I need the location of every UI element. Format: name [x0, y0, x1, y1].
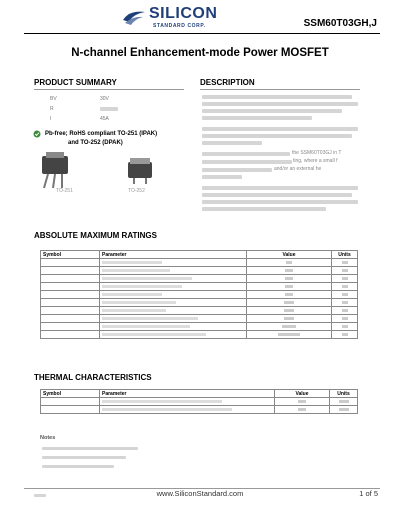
description-rule [200, 89, 360, 90]
summary-value-bv: 30V [100, 96, 109, 102]
thermal-table [40, 389, 358, 414]
col-parameter: Parameter [100, 251, 247, 259]
pkg2-label: TO-252 [128, 188, 145, 194]
part-number: SSM60T03GH,J [303, 18, 377, 29]
logo-subtitle: STANDARD CORP. [153, 23, 206, 29]
col-units: Units [332, 251, 358, 259]
header-rule [24, 33, 380, 34]
product-summary-rule [34, 89, 184, 90]
col-value: Value [275, 390, 330, 398]
table-header-row [41, 390, 358, 398]
summary-param-r: R [50, 106, 54, 112]
logo-swoosh-icon [121, 8, 147, 26]
table-row [41, 315, 358, 323]
table-row [41, 275, 358, 283]
abs-max-heading: ABSOLUTE MAXIMUM RATINGS [34, 231, 157, 240]
description-fragment-3: and/or an external he [274, 166, 322, 172]
col-parameter: Parameter [100, 390, 275, 398]
page-number: 1 of 5 [359, 489, 378, 498]
summary-value-r [100, 107, 118, 111]
pb-free-line2: and TO-252 (DPAK) [68, 140, 123, 146]
table-row [41, 291, 358, 299]
table-header-row [41, 251, 358, 259]
table-row [41, 323, 358, 331]
table-row [41, 299, 358, 307]
table-row [41, 283, 358, 291]
company-logo [121, 3, 233, 37]
page-title: N-channel Enhancement-mode Power MOSFET [71, 47, 329, 59]
summary-param-i: I [50, 116, 52, 122]
description-heading: DESCRIPTION [200, 78, 255, 87]
summary-value-i: 45A [100, 116, 109, 122]
table-row [41, 307, 358, 315]
footer-url[interactable]: www.SiliconStandard.com [156, 489, 244, 498]
table-row [41, 406, 358, 414]
col-units: Units [330, 390, 358, 398]
to251-package-icon [38, 152, 78, 190]
col-symbol: Symbol [41, 390, 100, 398]
pb-free-icon [33, 130, 41, 138]
abs-max-table [40, 250, 358, 339]
notes-heading: Notes [40, 435, 56, 441]
pkg1-label: TO-251 [56, 188, 73, 194]
thermal-heading: THERMAL CHARACTERISTICS [34, 373, 152, 382]
table-row [41, 331, 358, 339]
product-summary-heading: PRODUCT SUMMARY [34, 78, 117, 87]
to252-package-icon [124, 156, 160, 186]
table-row [41, 398, 358, 406]
col-value: Value [247, 251, 332, 259]
summary-param-bv: BV [50, 96, 57, 102]
pb-free-line1: Pb-free; RoHS compliant TO-251 (IPAK) [45, 131, 158, 137]
col-symbol: Symbol [41, 251, 100, 259]
description-fragment-2: ting, where a small f [293, 158, 338, 164]
description-fragment-1: the SSM60T03GJ in T [292, 150, 342, 156]
logo-wordmark: SILICON [149, 5, 218, 22]
table-row [41, 259, 358, 267]
table-row [41, 267, 358, 275]
